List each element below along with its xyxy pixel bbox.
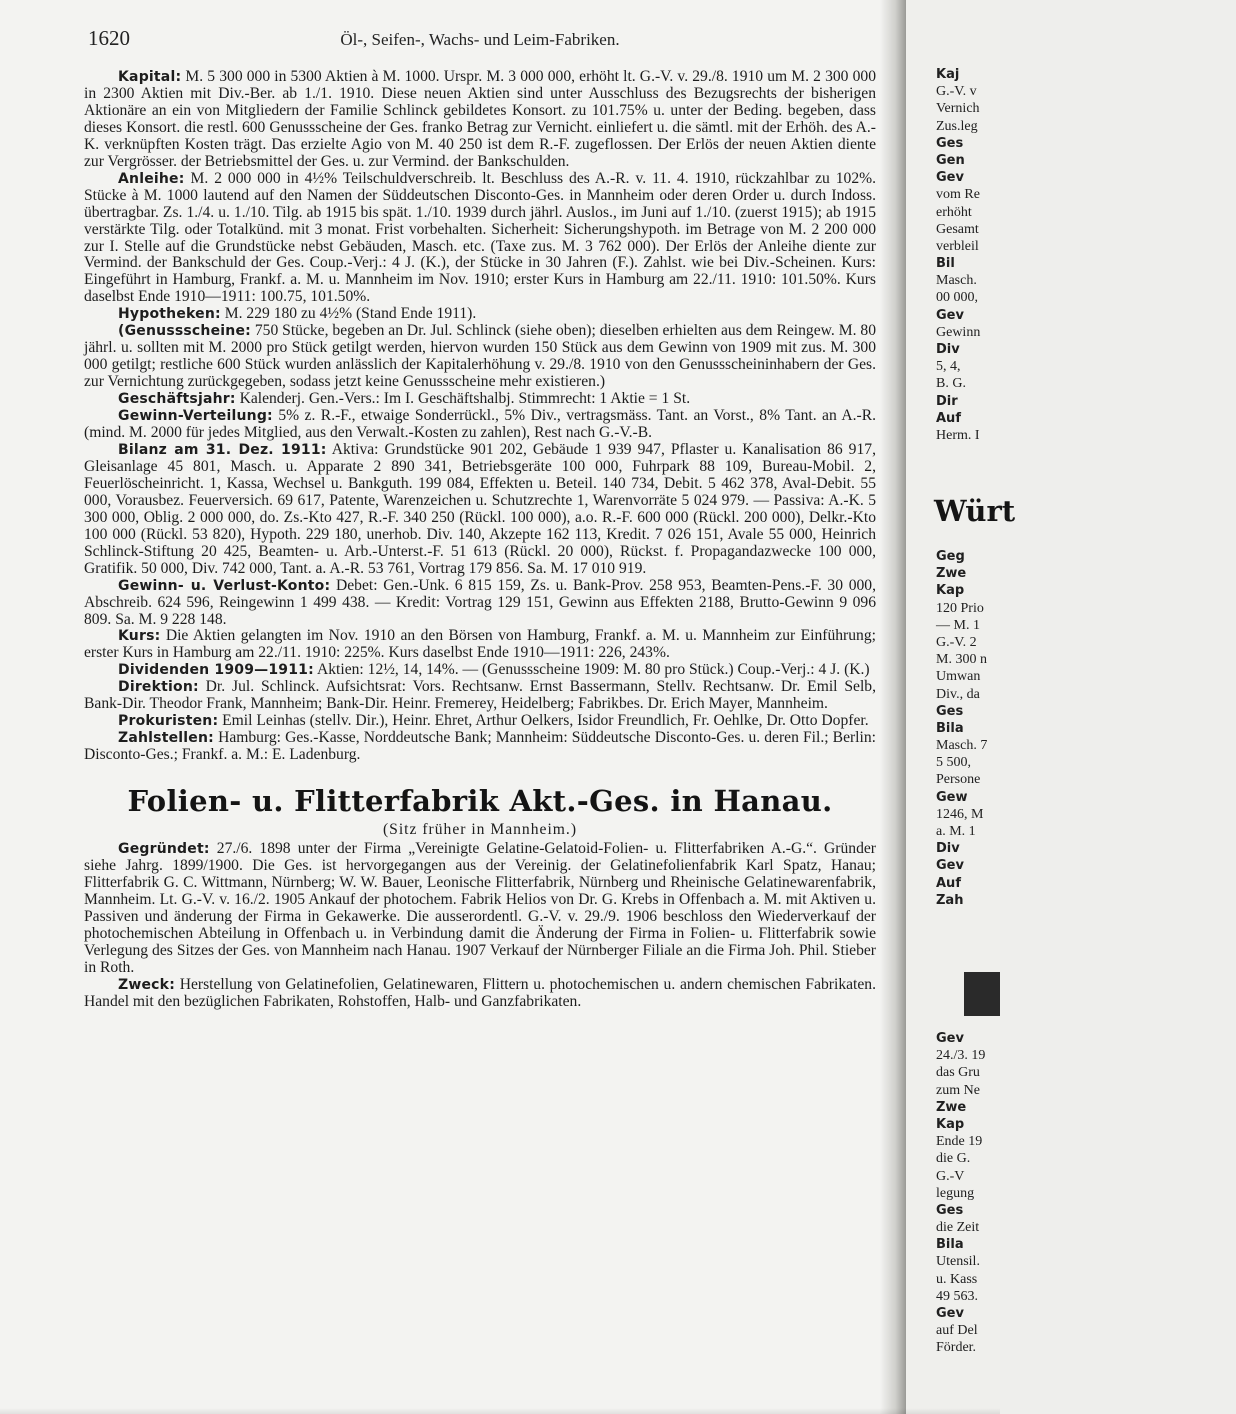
adjacent-line: Auf — [936, 410, 961, 426]
paragraph — [84, 662, 876, 679]
adjacent-line: Förder. — [936, 1340, 977, 1356]
paragraph-label: (Genussscheine: — [118, 323, 251, 340]
adjacent-line: verbleil — [936, 238, 979, 254]
paragraph-label: Anleihe: — [118, 170, 185, 187]
adjacent-column-bottom — [936, 1030, 1236, 1357]
adjacent-line: Bila — [936, 720, 964, 736]
paragraph-text: Dr. Jul. Schlinck. Aufsichtsrat: Vors. Rechtsanw. Ernst Bassermann, Stellv. Rechtsanw. Dr. Emil Selb, Bank-Dir. Theodor Frank, Mannheim; Bank-Dir. Heinr. Fremerey, Heidelberg; Fabrikbes. Dr. Erich Mayer, Mannheim. — [84, 678, 876, 713]
adjacent-heading: Würt — [934, 494, 1016, 528]
adjacent-line: Herm. I — [936, 427, 980, 443]
adjacent-line: Persone — [936, 772, 981, 788]
adjacent-line: Bil — [936, 256, 955, 272]
adjacent-line: erhöht — [936, 204, 972, 220]
paragraph-text: M. 229 180 zu 4½% (Stand Ende 1911). — [224, 305, 477, 323]
paragraph-label: Hypotheken: — [118, 306, 221, 323]
adjacent-line: Gev — [936, 858, 964, 874]
paragraph — [84, 442, 876, 578]
adjacent-line: Kaj — [936, 67, 960, 82]
paragraph-label: Direktion: — [118, 679, 199, 696]
paragraph — [84, 323, 876, 391]
adjacent-line: Gen — [936, 152, 965, 168]
paragraph-label: Gewinn-Verteilung: — [118, 408, 273, 425]
adjacent-line: Masch. 7 — [936, 738, 988, 754]
adjacent-line: a. M. 1 — [936, 824, 976, 839]
paragraph-label: Gegründet: — [118, 841, 210, 858]
paragraph — [84, 391, 876, 408]
adjacent-line: Utensil. — [936, 1254, 980, 1270]
adjacent-column-middle — [936, 548, 1236, 909]
main-column — [84, 26, 877, 1011]
adjacent-line: 00 000, — [936, 290, 978, 306]
adjacent-line: Gewinn — [936, 324, 981, 340]
paragraph — [84, 713, 876, 730]
adjacent-line: Auf — [936, 875, 961, 891]
entry-2 — [84, 841, 876, 1011]
paragraph-label: Zahlstellen: — [118, 730, 214, 747]
adjacent-line: vom Re — [936, 187, 980, 203]
adjacent-line: Vernich — [936, 101, 980, 117]
paragraph — [84, 306, 876, 323]
adjacent-line: G.-V. 2 — [936, 634, 977, 650]
paragraph-text: M. 2 000 000 in 4½% Teilschuldverschreib. lt. Beschluss des A.-R. v. 11. 4. 1910, rückzahlbar zu 102%. Stücke à M. 1000 lautend auf den Namen der Süddeutschen Disconto-Ges. in Mannheim oder deren Order u. durch Indoss. übertragbar. Zs. 1./4. u. 1./10. Tilg. ab 1915 bis spät. 1./10. 1939 durch jährl. Auslos., im Juni auf 1./10. (zuerst 1915); ab 1915 verstärkte Tilg. oder Totalkünd. mit 3 monat. Frist vorbehalten. Sicherheit: Sicherungshypoth. im Betrage von M. 2 200 000 zur I. Stelle auf die Grundstücke nebst Gebäuden, Masch. etc. (Taxe zus. M. 3 762 000). Der Erlös der Anleihe diente zur Vermind. der Bankschuld der Ges. Coup.-Verj.: 4 J. (K.), der Stücke in 30 Jahren (F.). Zahlst. wie bei Div.-Scheinen. Kurs: Eingeführt in Hamburg, Frankf. a. M. u. Mannheim im Nov. 1910; erster Kurs in Hamburg am 22./11. 1910: 101.50%. Kurs daselbst Ende 1910—1911: 100.75, 101.50%. — [84, 169, 877, 306]
adjacent-line: 1246, M — [936, 806, 984, 822]
adjacent-line: Gesamt — [936, 221, 979, 237]
paragraph-text: Emil Leinhas (stellv. Dir.), Heinr. Ehret, Arthur Oelkers, Isidor Freundlich, Fr. Oehlke, Dr. Otto Dopfer. — [222, 712, 869, 730]
adjacent-line: Zwe — [936, 1099, 967, 1115]
adjacent-line: Ges — [936, 1202, 964, 1218]
paragraph-text: Herstellung von Gelatinefolien, Gelatinewaren, Flittern u. photochemischen u. andern chemischen Fabrikaten. Handel mit den bezüglichen Fabrikaten, Rohstoffen, Halb- und Ganzfabrikaten. — [84, 975, 876, 1010]
paragraph — [84, 578, 876, 629]
adjacent-line: Umwan — [936, 669, 981, 685]
adjacent-line: Ges — [936, 135, 964, 151]
adjacent-line: Gev — [936, 307, 964, 323]
adjacent-line: Gew — [936, 789, 968, 805]
adjacent-line: 5, 4, — [936, 359, 961, 375]
adjacent-line: die Zeit — [936, 1220, 980, 1236]
page-number: 1620 — [88, 26, 130, 50]
adjacent-line: Gev — [936, 170, 964, 186]
paragraph-text: 5% z. R.-F., etwaige Sonderrückl., 5% Div., vertragsmäss. Tant. an Vorst., 8% Tant. an A.-R. (mind. M. 2000 für jedes Mitglied, aus den Verwalt.-Kosten zu zahlen), Rest nach G.-V.-B. — [84, 407, 876, 442]
adjacent-line: Masch. — [936, 273, 977, 289]
company-subtitle: (Sitz früher in Mannheim.) — [382, 821, 578, 839]
adjacent-line: Zah — [936, 892, 964, 908]
paragraph — [84, 628, 876, 662]
dark-photo-block — [964, 972, 1000, 1016]
paragraph-label: Gewinn- u. Verlust-Konto: — [118, 577, 331, 594]
adjacent-line: Gev — [936, 1031, 964, 1046]
adjacent-line: die G. — [936, 1151, 971, 1167]
adjacent-column-top — [936, 66, 1236, 444]
adjacent-line: 49 563. — [936, 1288, 978, 1304]
paragraph — [84, 69, 876, 171]
paragraph-text: Aktiva: Grundstücke 901 202, Gebäude 1 939 947, Pflaster u. Kanalisation 86 917, Gleisanlage 45 801, Masch. u. Apparate 2 890 341, Betriebsgeräte 100 000, Fuhrpark 88 109, Bureau-Mobil. 2, Feuerlöscheinricht. 1, Kassa, Wechsel u. Bankguth. 199 084, Effekten u. Beteil. 140 734, Debit. 5 462 378, Aval-Debit. 55 000, Vorausbez. Feuerversich. 69 617, Patente, Warenzeichen u. Schutzrechte 1, Warenvorräte 5 024 979. — Passiva: A.-K. 5 300 000, Oblig. 2 000 000, do. Zs.-Kto 427, R.-F. 340 250 (Rückl. 100 000), a.o. R.-F. 600 000 (Rückl. 200 000), Delkr.-Kto 100 000 (Rückl. 53 820), Hypoth. 229 180, unerhob. Div. 140, Akzepte 162 113, Kredit. 7 026 151, Avale 55 000, Heinrich Schlinck-Stiftung 20 425, Beamten- u. Arb.-Unterst.-F. 51 613 (Rückl. 20 000), Rückst. f. Propagandazwecke 100 000, Gratifik. 50 000, Div. 742 000, Tant. a. A.-R. 53 761, Vortrag 179 856. Sa. M. 17 010 919. — [84, 440, 876, 577]
adjacent-page-strip — [906, 0, 1016, 1414]
adjacent-line: G.-V — [936, 1168, 965, 1184]
adjacent-line: auf Del — [936, 1323, 978, 1339]
adjacent-line: G.-V. v — [936, 84, 977, 100]
adjacent-line: Zus.leg — [936, 118, 978, 134]
adjacent-line: Dir — [936, 393, 958, 409]
adjacent-line: 24./3. 19 — [936, 1048, 986, 1064]
paragraph-text: M. 5 300 000 in 5300 Aktien à M. 1000. Urspr. M. 3 000 000, erhöht lt. G.-V. v. 29./8. 1910 um M. 2 300 000 in 2300 Aktien mit Div.-Ber. ab 1./1. 1910. Diese neuen Aktien sind unter Ausschluss des Bezugsrechts der bisherigen Aktionäre an ein von Mitgliedern der Familie Schlinck gebildetes Konsort. zu 101.75% u. unter der Beding. begeben, dass dieses Konsort. die restl. 600 Genussscheine der Ges. franko Betrag zur Vernicht. einliefert u. die sämtl. mit der Erhöh. des A.-K. verknüpften Kosten trägt. Das erzielte Agio von M. 40 250 ist dem R.-F. zugeflossen. Der Erlös der neuen Aktien diente zur Vergrösser. der Betriebsmittel der Ges. u. zur Vermind. der Bankschulden. — [84, 68, 876, 170]
paragraph-text: Aktien: 12½, 14, 14%. — (Genussscheine 1909: M. 80 pro Stück.) Coup.-Verj.: 4 J. (K.) — [316, 661, 870, 679]
paragraph-label: Kapital: — [118, 69, 182, 85]
paragraph — [84, 171, 876, 307]
page-gutter — [880, 0, 906, 1414]
adjacent-line: 120 Prio — [936, 600, 984, 616]
adjacent-line: 5 500, — [936, 755, 971, 771]
paragraph — [84, 841, 876, 977]
adjacent-line: Geg — [936, 549, 965, 564]
adjacent-line: zum Ne — [936, 1082, 980, 1098]
adjacent-line: u. Kass — [936, 1271, 978, 1287]
adjacent-line: M. 300 n — [936, 652, 987, 668]
adjacent-line: das Gru — [936, 1065, 980, 1081]
paragraph-text: 750 Stücke, begeben an Dr. Jul. Schlinck (siehe oben); dieselben erhielten aus dem Reingew. M. 80 jährl. u. sollten mit M. 2000 pro Stück getilgt werden, hiervon wurden 150 Stück aus dem Gewinn von 1909 mit zus. M. 300 000 getilgt; restliche 600 Stück wurden anlässlich der Kapitalerhöhung v. 29./8. 1910 von den Genussscheininhabern der Ges. zur Vernichtung zurückgegeben, sodass jetzt keine Genussscheine mehr existieren.) — [84, 322, 876, 391]
adjacent-line: Div — [936, 342, 960, 357]
adjacent-line: Div — [936, 841, 960, 857]
paragraph-text: Die Aktien gelangten im Nov. 1910 an den Börsen von Hamburg, Frankf. a. M. u. Mannheim zur Einführung; erster Kurs in Hamburg am 22./11. 1910: 225%. Kurs daselbst Ende 1910—1911: 226, 243%. — [84, 627, 876, 662]
adjacent-line: Gev — [936, 1306, 964, 1321]
paragraph-label: Kurs: — [118, 628, 161, 645]
paragraph-text: Hamburg: Ges.-Kasse, Norddeutsche Bank; Mannheim: Süddeutsche Disconto-Ges. u. deren Fil.; Berlin: Disconto-Ges.; Frankf. a. M.: E. Ladenburg. — [84, 729, 876, 764]
entry-1 — [84, 69, 876, 764]
adjacent-line: legung — [936, 1185, 975, 1201]
adjacent-line: Bila — [936, 1237, 964, 1253]
adjacent-line: Kap — [936, 583, 965, 599]
page-header — [84, 26, 876, 60]
paragraph-text: Debet: Gen.-Unk. 6 815 159, Zs. u. Bank-Prov. 258 953, Beamten-Pens.-F. 30 000, Abschreib. 624 596, Reingewinn 1 499 438. — Kredit: Vortrag 129 151, Gewinn aus Effekten 2188, Brutto-Gewinn 9 096 809. Sa. M. 9 228 148. — [84, 576, 877, 628]
adjacent-line: Ges — [936, 703, 964, 719]
paragraph-label: Dividenden 1909—1911: — [118, 662, 314, 679]
paragraph-label: Prokuristen: — [118, 713, 219, 730]
paragraph-text: 27./6. 1898 unter der Firma „Vereinigte Gelatine-Gelatoid-Folien- u. Flitterfabriken A.-G.“. Gründer siehe Jahrg. 1899/1900. Die Ges. ist hervorgegangen aus der Vereinig. der Gelatinefolienfabrik Karl Spatz, Hanau; Flitterfabrik G. C. Wittmann, Nürnberg; W. W. Bauer, Leonische Flitterfabrik, Nürnberg und Rheinische Gelatinewarenfabrik, Mannheim. Lt. G.-V. v. 16./2. 1905 Ankauf der photochem. Fabrik Helios von Dr. G. Krebs in Offenbach a. M. mit Aktiven u. Passiven und änderung der Firma in Gekawerke. Die ausserordentl. G.-V. v. 29./9. 1906 beschloss den Wiederverkauf der photochemischen Abteilung in Offenbach u. in Verbindung damit die Änderung der Firma in Folien- u. Flitterfabrik sowie Verlegung des Sitzes der Ges. von Mannheim nach Hanau. 1907 Verkauf der Nürnberger Filiale an die Firma Joh. Phil. Stieber in Roth. — [84, 840, 876, 976]
paragraph-text: Kalenderj. Gen.-Vers.: Im I. Geschäftshalbj. Stimmrecht: 1 Aktie = 1 St. — [239, 390, 691, 408]
paragraph — [84, 679, 876, 713]
adjacent-line: B. G. — [936, 376, 966, 392]
adjacent-line: Div., da — [936, 686, 980, 702]
adjacent-line: Kap — [936, 1116, 965, 1132]
paragraph-label: Geschäftsjahr: — [118, 391, 236, 408]
running-title: Öl-, Seifen-, Wachs- und Leim-Fabriken. — [340, 30, 620, 49]
paragraph — [84, 730, 876, 764]
paragraph — [84, 977, 876, 1011]
adjacent-line: Zwe — [936, 566, 967, 582]
company-title: Folien- u. Flitterfabrik Akt.-Ges. in Hanau. — [127, 784, 833, 819]
paragraph-label: Zweck: — [118, 976, 175, 993]
page-shadow — [0, 1408, 1000, 1414]
adjacent-line: — M. 1 — [936, 617, 980, 633]
paragraph — [84, 408, 876, 442]
paragraph-label: Bilanz am 31. Dez. 1911: — [118, 441, 327, 458]
adjacent-line: Ende 19 — [936, 1134, 983, 1150]
